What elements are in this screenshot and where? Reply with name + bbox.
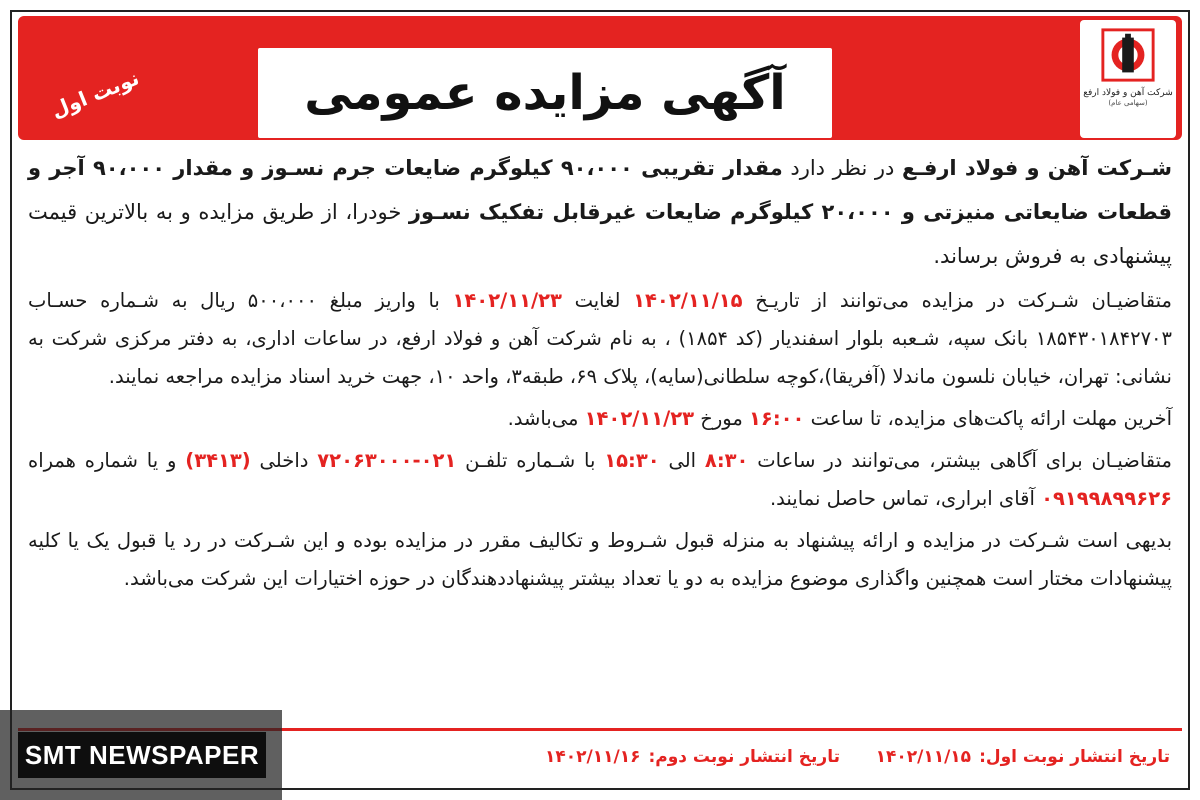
paragraph-terms: بدیهی است شـرکت در مزایده و ارائه پیشنهاد به منزله قبول شـروط و تکالیف مقرر در مزایده بوده و این شـرکت در رد یا قبول یک یا کلیه پیشنهادات مختار است همچنین واگذاری موضوع مزایده به دو یا تعداد بیشتر پیشنهاددهندگان در حوزه اختیارات این شرکت می‌باشد. bbox=[28, 529, 1172, 590]
publication-date-first bbox=[876, 740, 1170, 774]
purchase-text-3: با واریز مبلغ ۵۰۰،۰۰۰ ریال به شـماره حسـاب ۱۸۵۴۳۰۱۸۴۲۷۰۳ بانک سپه، شـعبه بلوار اسفندیار (کد ۱۸۵۴) ، به نام شرکت آهن و فولاد ارفع، در ساعات اداری، به دفتر مرکزی شرکت به نشانی: تهران، خیابان نلسون ماندلا (آفریقا)،کوچه سلطانی(سایه)، پلاک ۶۹، طبقه۳، واحد ۱۰، جهت خرید اسناد مزایده مراجعه نمایند. bbox=[28, 289, 1172, 388]
paragraph-intro bbox=[28, 146, 1172, 278]
phone-number: ۰۲۱-۷۲۰۶۳۰۰۰ bbox=[317, 449, 457, 472]
contact-text-3: با شـماره تلفـن bbox=[456, 449, 605, 472]
logo-company-name: شرکت آهن و فولاد ارفع bbox=[1083, 88, 1173, 98]
pub2-label: تاریخ انتشار نوبت دوم: bbox=[648, 747, 840, 767]
start-date: ۱۴۰۲/۱۱/۱۵ bbox=[633, 289, 743, 312]
title-box bbox=[256, 46, 834, 140]
hours-start: ۸:۳۰ bbox=[704, 449, 749, 472]
purchase-text-1: متقاضیـان شـرکت در مزایده می‌توانند از تاریـخ bbox=[742, 289, 1173, 312]
company-logo bbox=[1080, 20, 1176, 138]
paragraph-contact bbox=[28, 442, 1172, 518]
contact-text-1: متقاضیـان برای آگاهی بیشتر، می‌توانند در ساعات bbox=[748, 449, 1173, 472]
pub1-date: ۱۴۰۲/۱۱/۱۵ bbox=[875, 747, 972, 767]
pub2-date: ۱۴۰۲/۱۱/۱۶ bbox=[545, 747, 641, 767]
intro-text: در نظر دارد bbox=[782, 156, 903, 180]
deadline-text-1: آخرین مهلت ارائه پاکت‌های مزایده، تا ساعت bbox=[804, 407, 1172, 430]
deadline-text-2: مورخ bbox=[694, 407, 750, 430]
logo-company-type: (سهامی عام) bbox=[1108, 99, 1148, 107]
mobile-number: ۰۹۱۹۹۸۹۹۶۲۶ bbox=[1041, 487, 1172, 510]
contact-text-5: و یا شماره همراه bbox=[28, 449, 186, 472]
publication-date-second bbox=[545, 740, 840, 774]
paragraph-purchase bbox=[28, 282, 1172, 396]
deadline-text-3: می‌باشد. bbox=[507, 407, 585, 430]
pub1-label: تاریخ انتشار نوبت اول: bbox=[979, 747, 1170, 767]
purchase-text-2: لغایت bbox=[561, 289, 634, 312]
company-name: شـرکت آهن و فولاد ارفـع bbox=[902, 156, 1173, 180]
hours-end: ۱۵:۳۰ bbox=[604, 449, 660, 472]
extension-number: (۳۴۱۳) bbox=[185, 449, 251, 472]
items-description: مقدار تقریبی ۹۰،۰۰۰ کیلوگرم ضایعات جرم نسـوز و مقدار ۹۰،۰۰۰ آجر و قطعات ضایعاتی منیزتی و ۲۰،۰۰۰ کیلوگرم ضایعات غیرقابل تفکیک نسـوز bbox=[28, 156, 1172, 224]
notice-body bbox=[28, 146, 1172, 598]
badge-label: نوبت اول bbox=[47, 65, 143, 123]
deadline-date: ۱۴۰۲/۱۱/۲۳ bbox=[584, 407, 695, 430]
contact-text-2: الی bbox=[659, 449, 705, 472]
contact-text-6: آقای ابراری، تماس حاصل نمایند. bbox=[769, 487, 1042, 510]
header-banner bbox=[18, 16, 1182, 140]
contact-text-4: داخلی bbox=[250, 449, 318, 472]
end-date: ۱۴۰۲/۱۱/۲۳ bbox=[452, 289, 562, 312]
watermark-label: SMT NEWSPAPER bbox=[18, 732, 266, 778]
arfa-steel-emblem-icon bbox=[1099, 26, 1157, 84]
intro-ending: خودرا، از طریق مزایده و به بالاترین قیمت پیشنهادی به فروش برساند. bbox=[28, 200, 1172, 268]
first-round-badge bbox=[33, 46, 157, 143]
paragraph-deadline bbox=[28, 400, 1172, 438]
deadline-time: ۱۶:۰۰ bbox=[749, 407, 805, 430]
page-title: آگهی مزایده عمومی bbox=[304, 65, 786, 121]
